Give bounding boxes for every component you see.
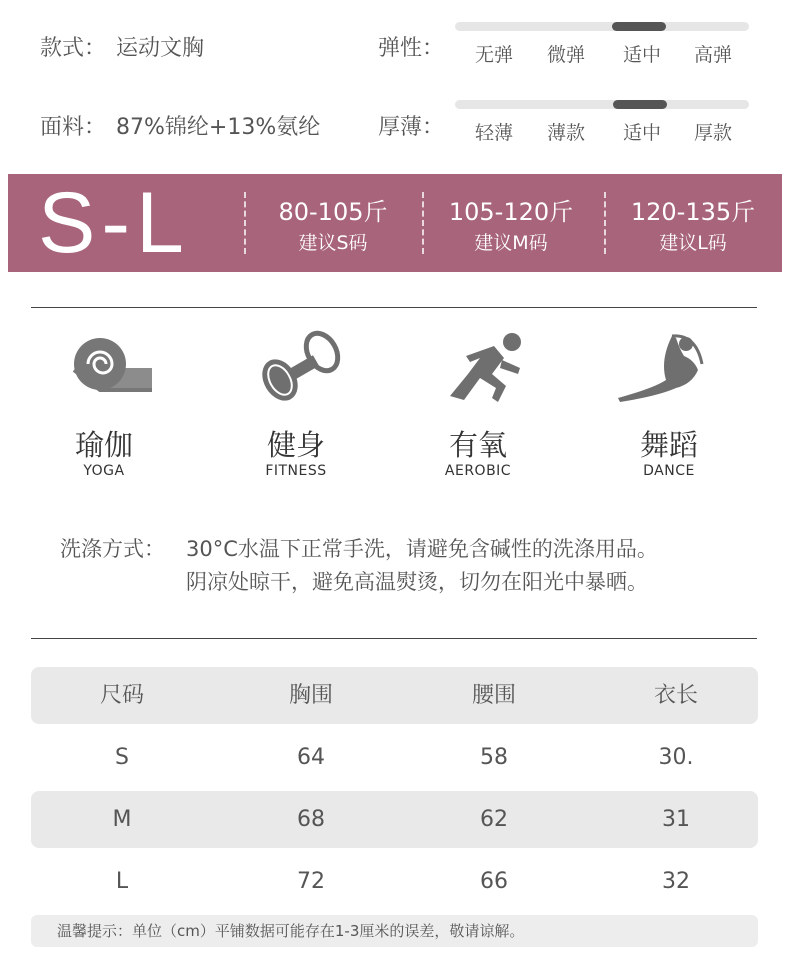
section-divider [31,307,757,308]
table-cell: L [115,869,129,894]
weight-range-s: 80-105斤 [278,198,388,226]
thickness-label: 厚薄： [378,115,445,140]
table-cell: 62 [480,807,508,832]
size-suggestion-m: 建议M码 [474,232,548,254]
table-cell: S [115,745,129,770]
size-suggestion-l: 建议L码 [659,232,727,254]
table-cell: 30. [658,745,694,770]
style-label: 款式： [40,36,107,61]
size-suggestion-s: 建议S码 [298,232,368,254]
dancer-icon [614,330,710,404]
runner-icon [444,330,528,406]
table-header-cell: 胸围 [288,683,333,708]
thickness-indicator [613,100,667,109]
thickness-option: 厚款 [693,122,732,144]
washing-line-2: 阴凉处晾干，避免高温熨烫，切勿在阳光中暴晒。 [186,570,648,594]
elasticity-option: 高弹 [693,44,732,66]
dumbbell-icon [258,328,344,406]
activity-label-fitness-en: FITNESS [265,463,327,479]
activity-label-aerobic: 有氧 [448,428,507,462]
elasticity-label: 弹性： [378,36,445,61]
thickness-option: 轻薄 [474,122,513,144]
table-cell: 64 [297,745,325,770]
activity-label-yoga: 瑜伽 [74,428,133,462]
elasticity-option: 无弹 [474,44,513,66]
table-row [31,853,758,910]
fabric-label: 面料： [40,115,107,140]
elasticity-track [455,22,749,31]
table-row [31,729,758,786]
table-cell: 58 [480,745,508,770]
yoga-mat-icon [70,330,160,400]
table-cell: 68 [297,807,325,832]
elasticity-indicator [612,22,666,31]
elasticity-option: 微弹 [546,44,585,66]
table-header [31,667,758,724]
activity-label-yoga-en: YOGA [83,463,125,479]
activity-label-aerobic-en: AEROBIC [444,463,512,479]
washing-line-1: 30°C水温下正常手洗，请避免含碱性的洗涤用品。 [186,537,658,561]
elasticity-option: 适中 [622,44,661,66]
weight-range-l: 120-135斤 [630,198,756,226]
size-banner [8,174,782,272]
size-range-title: S-L [38,175,190,271]
fabric-value: 87%锦纶+13%氨纶 [116,115,321,140]
style-value: 运动文胸 [116,36,205,61]
table-header-cell: 衣长 [653,683,698,708]
activity-label-fitness: 健身 [266,428,325,462]
washing-label: 洗涤方式： [60,537,165,561]
table-cell: 66 [480,869,508,894]
table-cell: 72 [297,869,325,894]
thickness-option: 适中 [622,122,661,144]
table-cell: 32 [662,869,690,894]
thickness-option: 薄款 [546,122,585,144]
thickness-track [455,100,749,109]
table-row [31,791,758,848]
table-cell: 31 [662,807,690,832]
activity-label-dance-en: DANCE [643,463,695,479]
table-cell: M [112,807,132,832]
weight-range-m: 105-120斤 [448,198,574,226]
table-header-cell: 尺码 [99,683,144,708]
table-header-cell: 腰围 [471,683,516,708]
divider [422,192,424,254]
divider [244,192,246,254]
divider [604,192,606,254]
measurement-tip: 温馨提示：单位（cm）平铺数据可能存在1-3厘米的误差，敬请谅解。 [31,915,758,947]
section-divider [31,638,757,639]
activity-label-dance: 舞蹈 [639,428,698,462]
